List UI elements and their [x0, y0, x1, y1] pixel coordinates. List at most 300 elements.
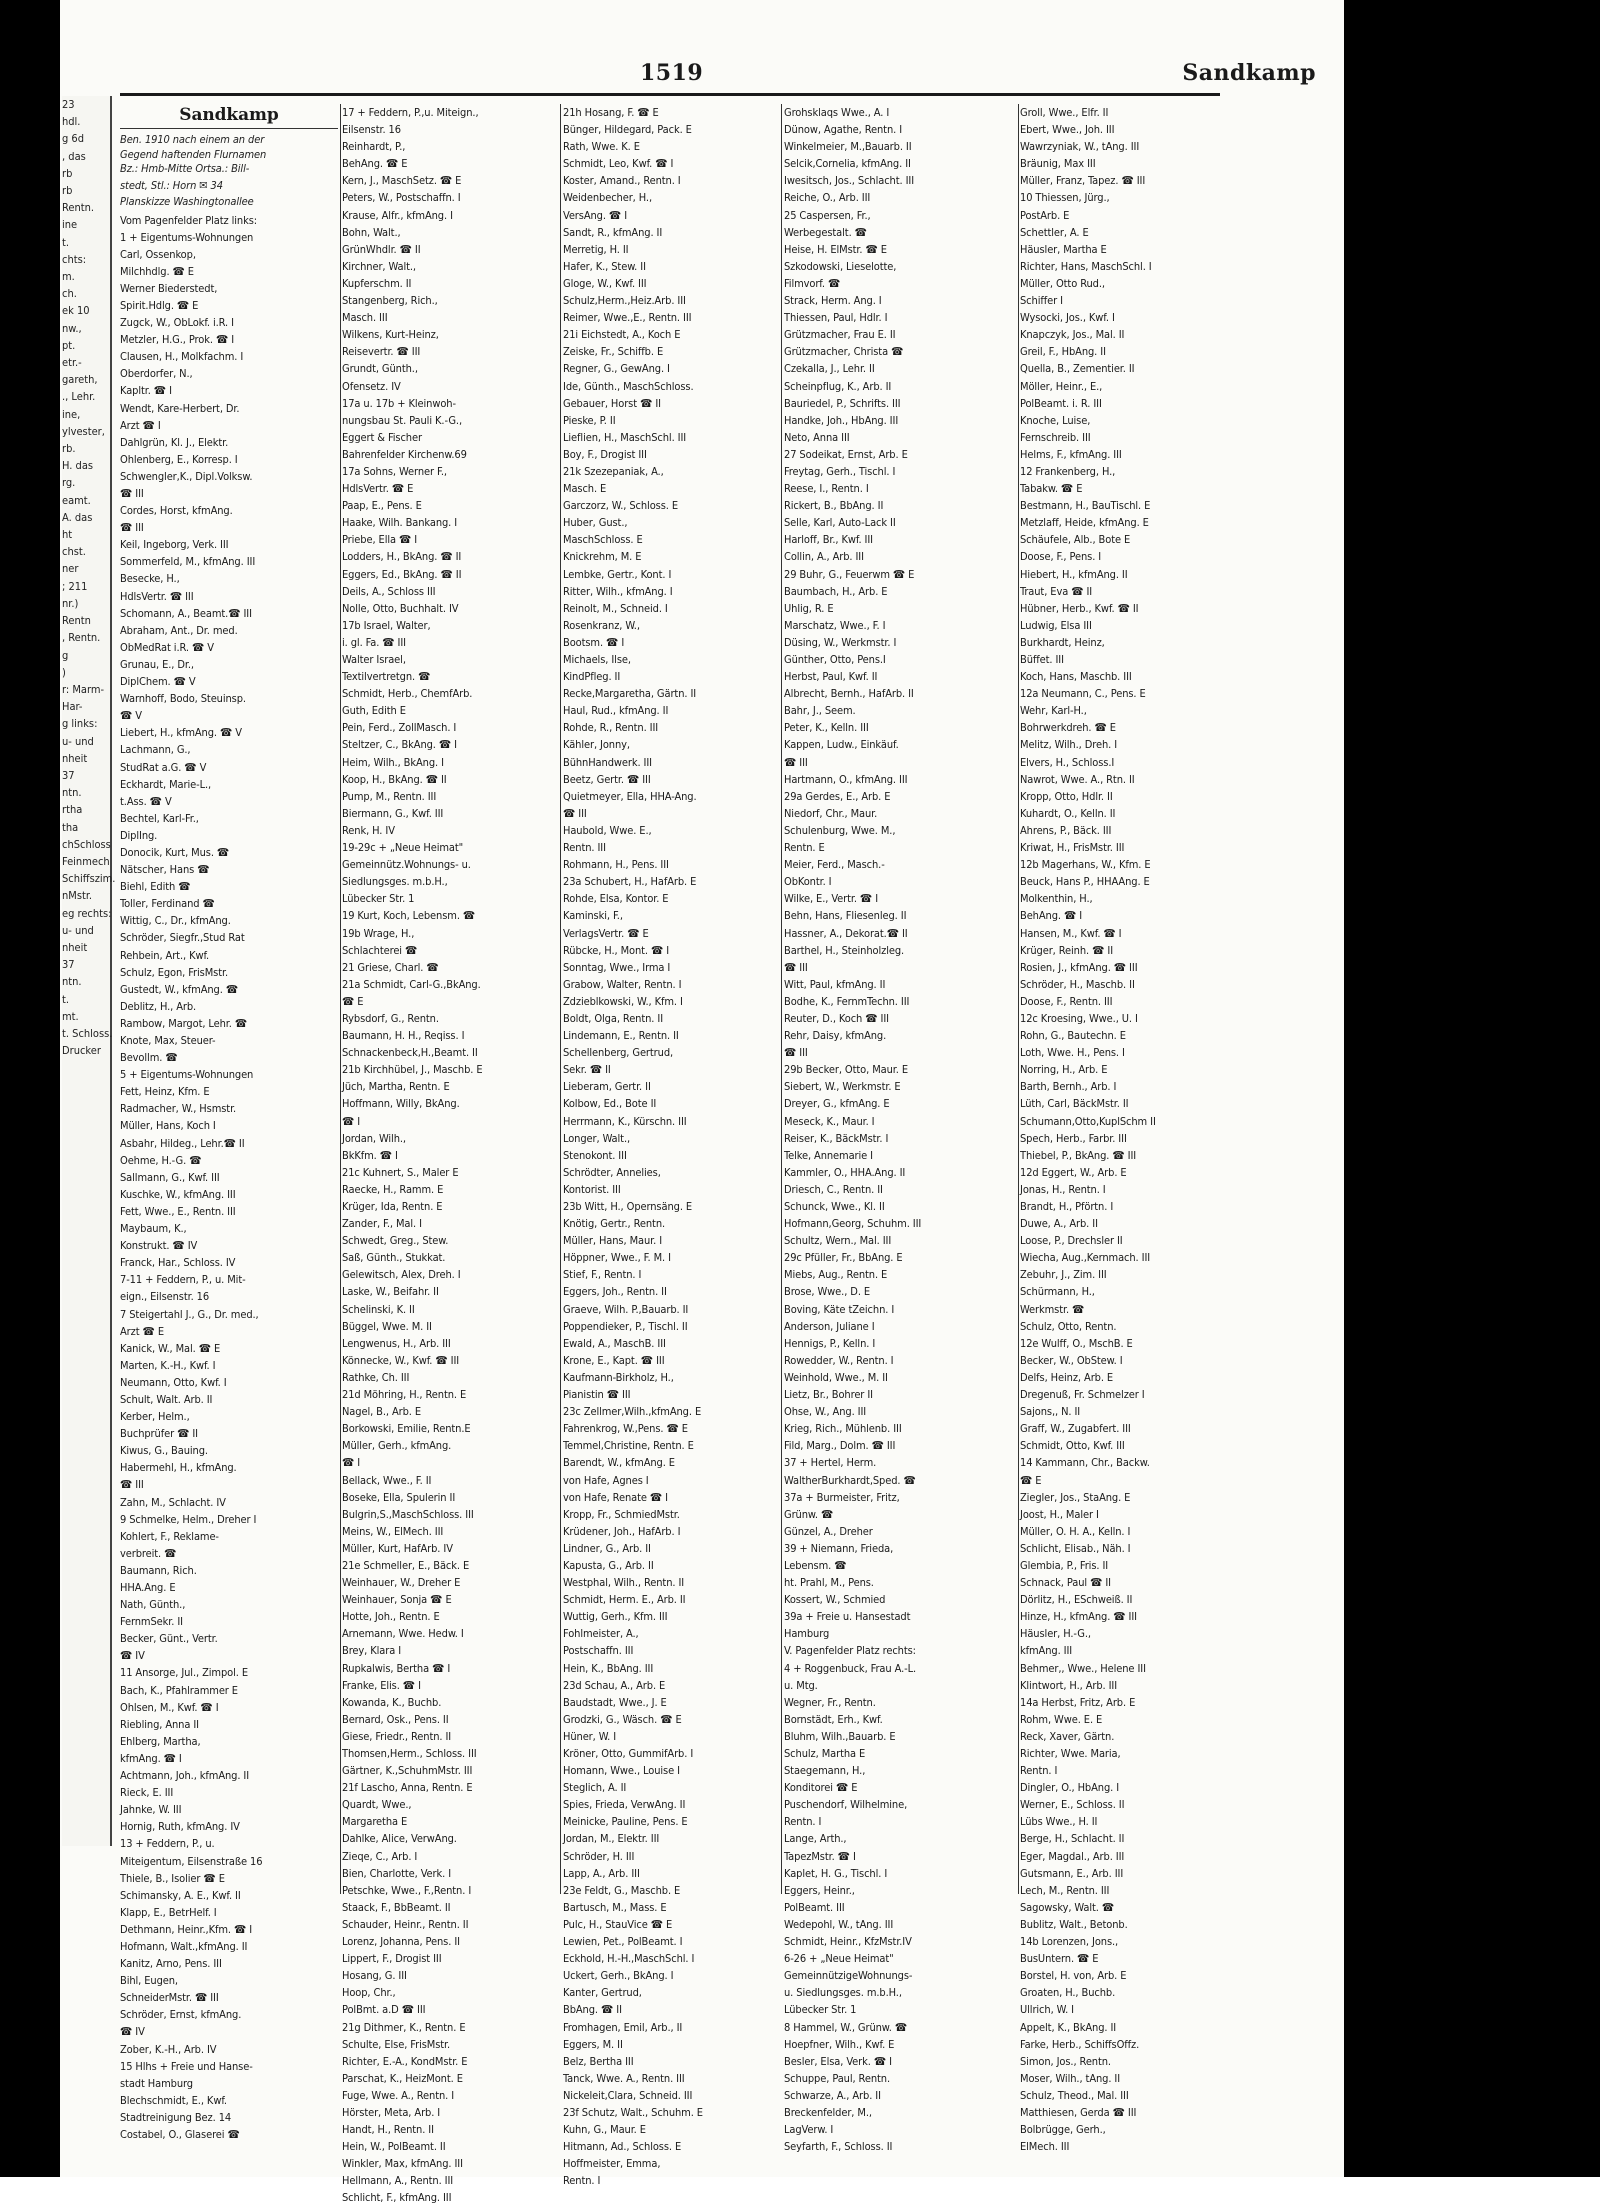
edge-text-fragment: ht	[62, 528, 73, 542]
directory-entry-line: Dahlke, Alice, VerwAng.	[342, 1832, 457, 1846]
directory-entry-line: ObKontr. I	[784, 875, 832, 889]
directory-entry-line: Miteigentum, Eilsenstraße 16	[120, 1854, 263, 1868]
directory-entry-line: Kolbow, Ed., Bote II	[563, 1097, 657, 1111]
directory-entry-line: Grodzki, G., Wäsch. ☎ E	[563, 1712, 682, 1726]
directory-entry-line: Graff, W., Zugabfert. III	[1020, 1422, 1131, 1436]
directory-entry-line: PolBmt. a.D ☎ III	[342, 2003, 426, 2017]
directory-entry-line: Ebert, Wwe., Joh. III	[1020, 123, 1115, 137]
directory-entry-line: ht. Prahl, M., Pens.	[784, 1576, 874, 1590]
directory-entry-line: Schultz, Wern., Mal. III	[784, 1234, 892, 1248]
street-intro-line: Ben. 1910 nach einem an der	[120, 133, 265, 146]
edge-text-fragment: nw.,	[62, 321, 82, 335]
directory-entry-line: Hinze, H., kfmAng. ☎ III	[1020, 1610, 1137, 1624]
directory-entry-line: Kuhn, G., Maur. E	[563, 2123, 646, 2137]
directory-entry-line: Neto, Anna III	[784, 430, 850, 444]
directory-entry-line: Sandt, R., kfmAng. II	[563, 225, 663, 239]
directory-entry-line: Kähler, Jonny,	[563, 738, 630, 752]
directory-entry-line: Büffet. III	[1020, 653, 1064, 666]
directory-entry-line: Koop, H., BkAng. ☎ II	[342, 772, 447, 786]
directory-entry-line: Temmel,Christine, Rentn. E	[563, 1439, 694, 1453]
directory-entry-line: Kanitz, Arno, Pens. III	[120, 1957, 222, 1971]
directory-entry-line: Siedlungsges. m.b.H.,	[342, 875, 448, 889]
directory-entry-line: Müller, Kurt, HafArb. IV	[342, 1541, 453, 1555]
directory-entry-line: Belz, Bertha III	[563, 2054, 634, 2068]
directory-entry-line: Schellenberg, Gertrud,	[563, 1046, 674, 1060]
directory-entry-line: Schrödter, Annelies,	[563, 1165, 661, 1179]
directory-entry-line: Hüner, W. I	[563, 1729, 617, 1743]
directory-entry-line: Fromhagen, Emil, Arb., II	[563, 2020, 683, 2034]
directory-entry-line: Postschaffn. III	[563, 1644, 634, 1658]
edge-text-fragment: ; 211	[62, 579, 88, 593]
directory-entry-line: Steglich, A. II	[563, 1781, 627, 1795]
directory-entry-line: Jonas, H., Rentn. I	[1020, 1182, 1106, 1196]
directory-entry-line: Schmidt, Herm. E., Arb. II	[563, 1593, 686, 1607]
directory-entry-line: Groll, Wwe., Elfr. II	[1020, 106, 1109, 119]
directory-entry-line: 12d Eggert, W., Arb. E	[1020, 1165, 1127, 1179]
directory-entry-line: Tabakw. ☎ E	[1020, 482, 1083, 496]
directory-entry-line: Ohlsen, M., Kwf. ☎ I	[120, 1700, 219, 1714]
directory-entry-line: Iwesitsch, Jos., Schlacht. III	[784, 174, 915, 188]
directory-entry-line: Herrmann, K., Kürschn. III	[563, 1114, 687, 1128]
directory-entry-line: Schiffer I	[1020, 294, 1063, 308]
directory-entry-line: Haul, Rud., kfmAng. II	[563, 704, 669, 718]
directory-entry-line: Krieg, Rich., Mühlenb. III	[784, 1422, 902, 1436]
edge-text-fragment: gareth,	[62, 373, 98, 387]
directory-entry-line: 17a Sohns, Werner F.,	[342, 464, 447, 478]
directory-entry-line: 23e Feldt, G., Maschb. E	[563, 1883, 681, 1897]
directory-entry-line: Müller, Gerh., kfmAng.	[342, 1439, 452, 1453]
street-district-line: stedt, Stl.: Horn ✉ 34	[120, 178, 223, 192]
directory-entry-line: HdlsVertr. ☎ E	[342, 482, 414, 496]
directory-entry-line: ☎ III	[563, 806, 587, 820]
directory-entry-line: Winkelmeier, M.,Bauarb. II	[784, 140, 912, 154]
edge-text-fragment: rg.	[62, 476, 76, 490]
directory-entry-line: Krone, E., Kapt. ☎ III	[563, 1353, 665, 1367]
directory-entry-line: Margaretha E	[342, 1815, 408, 1829]
directory-entry-line: 1 + Eigentums-Wohnungen	[120, 230, 254, 244]
directory-entry-line: GemeinnützigeWohnungs-	[784, 1969, 913, 1983]
directory-entry-line: Walter Israel,	[342, 653, 406, 666]
directory-entry-line: 14 Kammann, Chr., Backw.	[1020, 1456, 1150, 1470]
directory-entry-line: Dregenuß, Fr. Schmelzer I	[1020, 1388, 1145, 1402]
column-divider	[781, 104, 782, 1894]
directory-entry-line: Grützmacher, Frau E. II	[784, 328, 896, 342]
directory-entry-line: Bien, Charlotte, Verk. I	[342, 1866, 452, 1880]
directory-entry-line: Schröder, Ernst, kfmAng.	[120, 2008, 242, 2022]
directory-entry-line: Hafer, K., Stew. II	[563, 259, 646, 273]
directory-entry-line: Metzlaff, Heide, kfmAng. E	[1020, 516, 1149, 530]
directory-entry-line: Rosenkranz, W.,	[563, 618, 640, 632]
column-divider	[560, 104, 561, 1894]
directory-entry-line: 14b Lorenzen, Jons.,	[1020, 1935, 1119, 1949]
directory-entry-line: Könnecke, W., Kwf. ☎ III	[342, 1353, 460, 1367]
directory-entry-line: 12c Kroesing, Wwe., U. I	[1020, 1011, 1138, 1025]
directory-entry-line: Nätscher, Hans ☎	[120, 863, 210, 877]
directory-entry-line: Dethmann, Heinr.,Kfm. ☎ I	[120, 1922, 253, 1936]
directory-entry-line: Reuter, D., Koch ☎ III	[784, 1011, 889, 1025]
directory-entry-line: KindPfleg. II	[563, 670, 621, 684]
directory-entry-line: Schauder, Heinr., Rentn. II	[342, 1917, 469, 1931]
directory-entry-line: Petschke, Wwe., F.,Rentn. I	[342, 1883, 472, 1897]
edge-text-fragment: chst.	[62, 545, 86, 559]
directory-entry-line: Zieqe, C., Arb. I	[342, 1849, 418, 1863]
directory-entry-line: Rentn. I	[563, 2174, 601, 2188]
directory-entry-line: Peters, W., Postschaffn. I	[342, 191, 461, 205]
directory-entry-line: Rohde, R., Rentn. III	[563, 721, 659, 735]
directory-entry-line: Renk, H. IV	[342, 823, 395, 837]
directory-entry-line: Besecke, H.,	[120, 572, 180, 586]
directory-entry-line: ObMedRat i.R. ☎ V	[120, 640, 214, 654]
directory-entry-line: Behn, Hans, Fliesenleg. II	[784, 909, 907, 923]
directory-entry-line: Fernschreib. III	[1020, 430, 1091, 444]
directory-entry-line: Bräunig, Max III	[1020, 157, 1096, 171]
directory-entry-line: Borkowski, Emilie, Rentn.E	[342, 1422, 471, 1436]
directory-entry-line: GrünWhdlr. ☎ II	[342, 242, 421, 256]
directory-entry-line: 25 Caspersen, Fr.,	[784, 208, 871, 222]
directory-entry-line: 21 Griese, Charl. ☎	[342, 960, 439, 974]
directory-entry-line: Schmidt, Otto, Kwf. III	[1020, 1439, 1125, 1453]
directory-entry-line: Driesch, C., Rentn. II	[784, 1182, 883, 1196]
directory-entry-line: Wittig, C., Dr., kfmAng.	[120, 914, 231, 928]
directory-entry-line: Keil, Ingeborg, Verk. III	[120, 538, 229, 552]
directory-entry-line: Kaufmann-Birkholz, H.,	[563, 1370, 674, 1384]
directory-entry-line: Dünow, Agathe, Rentn. I	[784, 123, 903, 137]
directory-entry-line: MaschSchloss. E	[563, 533, 643, 547]
directory-entry-line: Konstrukt. ☎ IV	[120, 1239, 198, 1253]
directory-entry-line: Recke,Margaretha, Gärtn. II	[563, 687, 697, 701]
directory-entry-line: V. Pagenfelder Platz rechts:	[784, 1644, 916, 1658]
directory-entry-line: Lewien, Pet., PolBeamt. I	[563, 1935, 683, 1949]
directory-entry-line: Bahrenfelder Kirchenw.69	[342, 447, 467, 461]
directory-entry-line: Möller, Heinr., E.,	[1020, 379, 1103, 393]
directory-entry-line: Schelinski, K. II	[342, 1302, 415, 1316]
header-rule	[120, 93, 1220, 96]
edge-text-fragment: ntn.	[62, 786, 82, 800]
directory-entry-line: Rohn, G., Bautechn. E	[1020, 1029, 1126, 1043]
directory-entry-line: VersAng. ☎ I	[563, 208, 628, 222]
street-map-ref: Planskizze Washingtonallee	[120, 195, 254, 208]
directory-entry-line: Scheinpflug, K., Arb. II	[784, 379, 892, 393]
directory-entry-line: Ide, Günth., MaschSchloss.	[563, 379, 694, 393]
directory-entry-line: Doose, F., Pens. I	[1020, 550, 1102, 564]
directory-entry-line: 12 Frankenberg, H.,	[1020, 464, 1116, 478]
directory-entry-line: ☎ I	[342, 1114, 361, 1128]
directory-entry-line: Wilkens, Kurt-Heinz,	[342, 328, 439, 342]
directory-entry-line: Arnemann, Wwe. Hedw. I	[342, 1627, 464, 1641]
directory-entry-line: Günzel, A., Dreher	[784, 1524, 873, 1538]
directory-entry-line: Krüger, Reinh. ☎ II	[1020, 943, 1114, 957]
directory-entry-line: Sonntag, Wwe., Irma I	[563, 960, 671, 974]
directory-entry-line: Rickert, B., BbAng. II	[784, 499, 884, 513]
directory-entry-line: Baudstadt, Wwe., J. E	[563, 1695, 667, 1709]
directory-entry-line: Spech, Herb., Farbr. III	[1020, 1131, 1127, 1145]
directory-entry-line: Krüdener, Joh., HafArb. I	[563, 1524, 681, 1538]
directory-entry-line: Norring, H., Arb. E	[1020, 1063, 1108, 1077]
directory-entry-line: u. Mtg.	[784, 1678, 818, 1692]
edge-text-fragment: mt.	[62, 1009, 79, 1023]
directory-entry-line: Knote, Max, Steuer-	[120, 1034, 216, 1047]
directory-entry-line: Spies, Frieda, VerwAng. II	[563, 1798, 686, 1812]
directory-entry-line: HHA.Ang. E	[120, 1581, 176, 1594]
edge-text-fragment: t.	[62, 992, 70, 1006]
directory-entry-line: Priebe, Ella ☎ I	[342, 533, 418, 547]
directory-entry-line: Handke, Joh., HbAng. III	[784, 413, 899, 427]
directory-entry-line: Reck, Xaver, Gärtn.	[1020, 1729, 1115, 1743]
directory-entry-line: Häusler, Martha E	[1020, 242, 1107, 256]
directory-entry-line: Schulz, Egon, FrisMstr.	[120, 965, 228, 979]
directory-entry-line: Staegemann, H.,	[784, 1764, 866, 1778]
directory-entry-line: Knapczyk, Jos., Mal. II	[1020, 328, 1125, 342]
directory-entry-line: 29 Buhr, G., Feuerwm ☎ E	[784, 567, 915, 581]
directory-entry-line: Kröner, Otto, GummifArb. I	[563, 1747, 694, 1760]
directory-entry-line: Deils, A., Schloss III	[342, 584, 436, 598]
directory-entry-line: kfmAng. ☎ I	[120, 1751, 182, 1765]
directory-entry-line: Rehbein, Art., Kwf.	[120, 948, 210, 962]
directory-entry-line: 15 Hlhs + Freie und Hanse-	[120, 2059, 253, 2073]
directory-entry-line: 11 Ansorge, Jul., Zimpol. E	[120, 1666, 248, 1680]
directory-entry-line: Clausen, H., Molkfachm. I	[120, 350, 244, 364]
directory-entry-line: 6-26 + „Neue Heimat"	[784, 1952, 894, 1966]
edge-text-fragment: ine	[62, 218, 78, 232]
directory-entry-line: Reiser, K., BäckMstr. I	[784, 1131, 889, 1145]
directory-entry-line: Boldt, Olga, Rentn. II	[563, 1011, 664, 1025]
directory-entry-line: Hörster, Meta, Arb. I	[342, 2105, 441, 2119]
directory-entry-line: 21f Lascho, Anna, Rentn. E	[342, 1781, 473, 1795]
directory-entry-line: Niedorf, Chr., Maur.	[784, 806, 878, 820]
directory-entry-line: Berge, H., Schlacht. II	[1020, 1832, 1125, 1846]
directory-entry-line: ☎ I	[342, 1456, 361, 1470]
directory-entry-line: Heise, H. ElMstr. ☎ E	[784, 242, 887, 256]
directory-entry-line: ☎ III	[120, 1478, 144, 1492]
directory-entry-line: Bauriedel, P., Schrifts. III	[784, 396, 901, 410]
directory-entry-line: Ullrich, W. I	[1020, 2003, 1074, 2017]
directory-entry-line: Meier, Ferd., Masch.-	[784, 858, 885, 872]
directory-entry-line: Dingler, O., HbAng. I	[1020, 1781, 1120, 1795]
directory-entry-line: Gärtner, K.,SchuhmMstr. III	[342, 1764, 473, 1778]
directory-entry-line: Nickeleit,Clara, Schneid. III	[563, 2088, 693, 2102]
directory-entry-line: Asbahr, Hildeg., Lehr.☎ II	[120, 1136, 245, 1150]
directory-entry-line: Quardt, Wwe.,	[342, 1798, 412, 1812]
directory-entry-line: Kriwat, H., FrisMstr. III	[1020, 841, 1125, 855]
directory-entry-line: Siebert, W., Werkmstr. E	[784, 1080, 901, 1094]
edge-text-fragment: eg rechts:	[62, 906, 112, 920]
directory-entry-line: Kerber, Helm.,	[120, 1410, 190, 1424]
edge-text-fragment: ch.	[62, 287, 77, 301]
directory-column-2	[342, 104, 556, 2205]
directory-entry-line: Kammler, O., HHA.Ang. II	[784, 1165, 906, 1179]
directory-entry-line: Eckhold, H.-H.,MaschSchl. I	[563, 1952, 695, 1966]
directory-entry-line: Rentn. I	[784, 1815, 822, 1829]
directory-entry-line: Hansen, M., Kwf. ☎ I	[1020, 926, 1122, 940]
directory-entry-line: ☎ III	[120, 487, 144, 500]
directory-entry-line: 27 Sodeikat, Ernst, Arb. E	[784, 447, 908, 461]
directory-entry-line: ☎ IV	[120, 1649, 145, 1663]
directory-entry-line: Schwengler,K., Dipl.Volksw.	[120, 469, 253, 483]
edge-text-fragment: g 6d	[62, 132, 85, 146]
directory-entry-line: Reinolt, M., Schneid. I	[563, 601, 668, 615]
directory-entry-line: BühnHandwerk. III	[563, 755, 652, 769]
directory-entry-line: 17b Israel, Walter,	[342, 618, 431, 632]
directory-entry-line: Seyfarth, F., Schloss. II	[784, 2140, 893, 2154]
directory-entry-line: Schumann,Otto,KuplSchm II	[1020, 1114, 1156, 1128]
edge-text-fragment: nMstr.	[62, 889, 93, 903]
directory-entry-line: Sajons,, N. II	[1020, 1405, 1081, 1419]
directory-entry-line: Schulte, Else, FrisMstr.	[342, 2037, 451, 2051]
directory-entry-line: Wehr, Karl-H.,	[1020, 704, 1087, 718]
directory-entry-line: ☎ E	[1020, 1473, 1042, 1487]
directory-entry-line: Bestmann, H., BauTischl. E	[1020, 499, 1151, 513]
directory-entry-line: von Hafe, Agnes I	[563, 1473, 649, 1487]
directory-entry-line: Schmidt, Herb., ChemfArb.	[342, 687, 473, 701]
directory-entry-line: Telke, Annemarie I	[784, 1148, 874, 1162]
edge-text-fragment: chSchloss	[62, 837, 111, 851]
edge-text-fragment: 37	[62, 958, 75, 972]
directory-entry-line: DiplIng.	[120, 828, 158, 842]
directory-entry-line: Werner Biederstedt,	[120, 281, 218, 295]
directory-entry-line: 39 + Niemann, Frieda,	[784, 1541, 894, 1555]
directory-entry-line: Blechschmidt, E., Kwf.	[120, 2093, 227, 2107]
directory-entry-line: Baumann, H. H., Reqiss. I	[342, 1029, 465, 1043]
directory-entry-line: Bohrwerkdreh. ☎ E	[1020, 721, 1116, 735]
directory-entry-line: Masch. III	[342, 311, 388, 325]
directory-entry-line: Schwarze, A., Arb. II	[784, 2088, 881, 2102]
directory-entry-line: Thiebel, P., BkAng. ☎ III	[1020, 1148, 1137, 1162]
directory-entry-line: 39a + Freie u. Hansestadt	[784, 1610, 911, 1624]
directory-entry-line: Peter, K., Kelln. III	[784, 721, 869, 735]
directory-entry-line: Schnackenbeck,H.,Beamt. II	[342, 1046, 478, 1060]
directory-entry-line: Marschatz, Wwe., F. I	[784, 618, 886, 632]
directory-entry-line: 21c Kuhnert, S., Maler E	[342, 1165, 459, 1179]
directory-entry-line: Weinhauer, Sonja ☎ E	[342, 1593, 452, 1607]
directory-entry-line: Gemeinnütz.Wohnungs- u.	[342, 858, 471, 872]
directory-entry-line: Rybsdorf, G., Rentn.	[342, 1011, 439, 1025]
directory-entry-line: Heim, Wilh., BkAng. I	[342, 755, 444, 769]
directory-entry-line: Grohsklaqs Wwe., A. I	[784, 106, 890, 119]
directory-entry-line: Winkler, Max, kfmAng. III	[342, 2157, 463, 2171]
directory-entry-line: Richter, E.-A., KondMstr. E	[342, 2054, 468, 2068]
directory-entry-line: Haake, Wilh. Bankang. I	[342, 516, 458, 530]
directory-entry-line: PolBeamt. III	[784, 1900, 845, 1914]
directory-entry-line: Loose, P., Drechsler II	[1020, 1234, 1123, 1248]
directory-entry-line: 21i Eichstedt, A., Koch E	[563, 328, 681, 342]
directory-entry-line: Reiche, O., Arb. III	[784, 191, 871, 205]
directory-entry-line: Düsing, W., Werkmstr. I	[784, 635, 897, 649]
directory-entry-line: Oehme, H.-G. ☎	[120, 1153, 202, 1167]
directory-entry-line: Szkodowski, Lieselotte,	[784, 259, 897, 273]
directory-entry-line: Gelewitsch, Alex, Dreh. I	[342, 1268, 461, 1282]
directory-entry-line: Gebauer, Horst ☎ II	[563, 396, 661, 410]
directory-entry-line: Riebling, Anna II	[120, 1717, 199, 1731]
directory-entry-line: Kern, J., MaschSetz. ☎ E	[342, 174, 462, 188]
directory-entry-line: Anderson, Juliane I	[784, 1319, 875, 1333]
directory-column-3	[563, 104, 777, 2188]
directory-entry-line: Fild, Marg., Dolm. ☎ III	[784, 1439, 896, 1453]
directory-entry-line: Matthiesen, Gerda ☎ III	[1020, 2105, 1137, 2119]
street-district-line: Bz.: Hmb-Mitte Ortsa.: Bill-	[120, 162, 250, 175]
directory-entry-line: Dreyer, G., kfmAng. E	[784, 1097, 890, 1111]
directory-entry-line: Molkenthin, H.,	[1020, 892, 1093, 906]
directory-entry-line: Krüger, Ida, Rentn. E	[342, 1200, 443, 1213]
directory-entry-line: Baumann, Rich.	[120, 1563, 197, 1577]
directory-entry-line: 17 + Feddern, P.,u. Miteign.,	[342, 106, 479, 119]
directory-entry-line: Lapp, A., Arb. III	[563, 1866, 640, 1880]
directory-entry-line: Kapusta, G., Arb. II	[563, 1558, 654, 1572]
directory-entry-line: 21e Schmeller, E., Bäck. E	[342, 1558, 470, 1572]
directory-entry-line: Spirit.Hdlg. ☎ E	[120, 298, 199, 312]
directory-entry-line: Laske, W., Beifahr. II	[342, 1285, 439, 1299]
directory-entry-line: Brandt, H., Pförtn. I	[1020, 1200, 1114, 1213]
directory-entry-line: Schmidt, Leo, Kwf. ☎ I	[563, 157, 674, 171]
page-header	[120, 56, 1316, 96]
directory-entry-line: Barth, Bernh., Arb. I	[1020, 1080, 1117, 1094]
directory-entry-line: Schäufele, Alb., Bote E	[1020, 533, 1131, 547]
directory-entry-line: Schlicht, Elisab., Näh. I	[1020, 1541, 1131, 1555]
edge-text-fragment: u- und	[62, 734, 94, 748]
directory-entry-line: Uckert, Gerh., BkAng. I	[563, 1969, 674, 1983]
directory-entry-line: Kaplet, H. G., Tischl. I	[784, 1866, 888, 1880]
edge-text-fragment: Rentn	[62, 614, 91, 628]
directory-entry-line: Parschat, K., HeizMont. E	[342, 2071, 463, 2085]
directory-entry-line: BkKfm. ☎ I	[342, 1148, 398, 1162]
directory-entry-line: Schulz, Martha E	[784, 1747, 866, 1760]
directory-entry-line: 5 + Eigentums-Wohnungen	[120, 1068, 254, 1082]
directory-entry-line: SchneiderMstr. ☎ III	[120, 1991, 219, 2005]
directory-entry-line: 19-29c + „Neue Heimat"	[342, 841, 464, 855]
edge-text-fragment: nheit	[62, 940, 88, 954]
directory-entry-line: Kropp, Fr., SchmiedMstr.	[563, 1507, 680, 1521]
directory-entry-line: Carl, Ossenkop,	[120, 247, 196, 261]
directory-entry-line: Biehl, Edith ☎	[120, 880, 191, 894]
directory-entry-line: Vom Pagenfelder Platz links:	[120, 213, 258, 227]
directory-entry-line: Collin, A., Arb. III	[784, 550, 864, 564]
directory-entry-line: TapezMstr. ☎ I	[784, 1849, 856, 1863]
directory-entry-line: Staack, F., BbBeamt. II	[342, 1900, 451, 1914]
directory-entry-line: Behmer,, Wwe., Helene III	[1020, 1661, 1146, 1675]
directory-entry-line: ☎ III	[784, 1046, 808, 1060]
directory-entry-line: Lembke, Gertr., Kont. I	[563, 567, 672, 581]
directory-entry-line: Wilke, E., Vertr. ☎ I	[784, 892, 879, 906]
directory-entry-line: Kupferschm. II	[342, 276, 412, 290]
directory-entry-line: Appelt, K., BkAng. II	[1020, 2020, 1117, 2034]
directory-entry-line: Barthel, H., Steinholzleg.	[784, 943, 905, 957]
directory-entry-line: Textilvertretgn. ☎	[342, 670, 431, 684]
directory-entry-line: Becker, Günt., Vertr.	[120, 1632, 218, 1646]
directory-entry-line: Richter, Hans, MaschSchl. I	[1020, 259, 1152, 273]
directory-entry-line: Arzt ☎ I	[120, 418, 161, 432]
directory-entry-line: Müller, O. H. A., Kelln. I	[1020, 1524, 1131, 1538]
directory-entry-line: Stief, F., Rentn. I	[563, 1268, 642, 1282]
directory-entry-line: Zdzieblkowski, W., Kfm. I	[563, 994, 683, 1008]
directory-entry-line: Quella, B., Zementier. II	[1020, 362, 1135, 376]
directory-entry-line: Barendt, W., kfmAng. E	[563, 1456, 675, 1470]
directory-entry-line: 37a + Burmeister, Fritz,	[784, 1490, 900, 1504]
directory-entry-line: Grunau, E., Dr.,	[120, 657, 194, 671]
directory-entry-line: Thomsen,Herm., Schloss. III	[342, 1747, 477, 1760]
directory-entry-line: Kuhardt, O., Kelln. II	[1020, 806, 1116, 820]
directory-entry-line: Häusler, H.-G.,	[1020, 1627, 1091, 1641]
directory-entry-line: Bahr, J., Seem.	[784, 704, 856, 718]
directory-entry-line: Hennigs, P., Kelln. I	[784, 1336, 876, 1350]
directory-entry-line: Kanter, Gertrud,	[563, 1986, 642, 2000]
directory-entry-line: Rohde, Elsa, Kontor. E	[563, 892, 669, 906]
directory-entry-line: 19 Kurt, Koch, Lebensm. ☎	[342, 909, 476, 923]
directory-entry-line: WaltherBurkhardt,Sped. ☎	[784, 1473, 916, 1487]
directory-entry-line: Homann, Wwe., Louise I	[563, 1764, 680, 1778]
street-title: Sandkamp	[120, 104, 338, 129]
directory-entry-line: Boy, F., Drogist III	[563, 447, 647, 461]
directory-entry-line: Milchhdlg. ☎ E	[120, 264, 194, 278]
directory-entry-line: Moser, Wilh., tAng. II	[1020, 2071, 1121, 2085]
